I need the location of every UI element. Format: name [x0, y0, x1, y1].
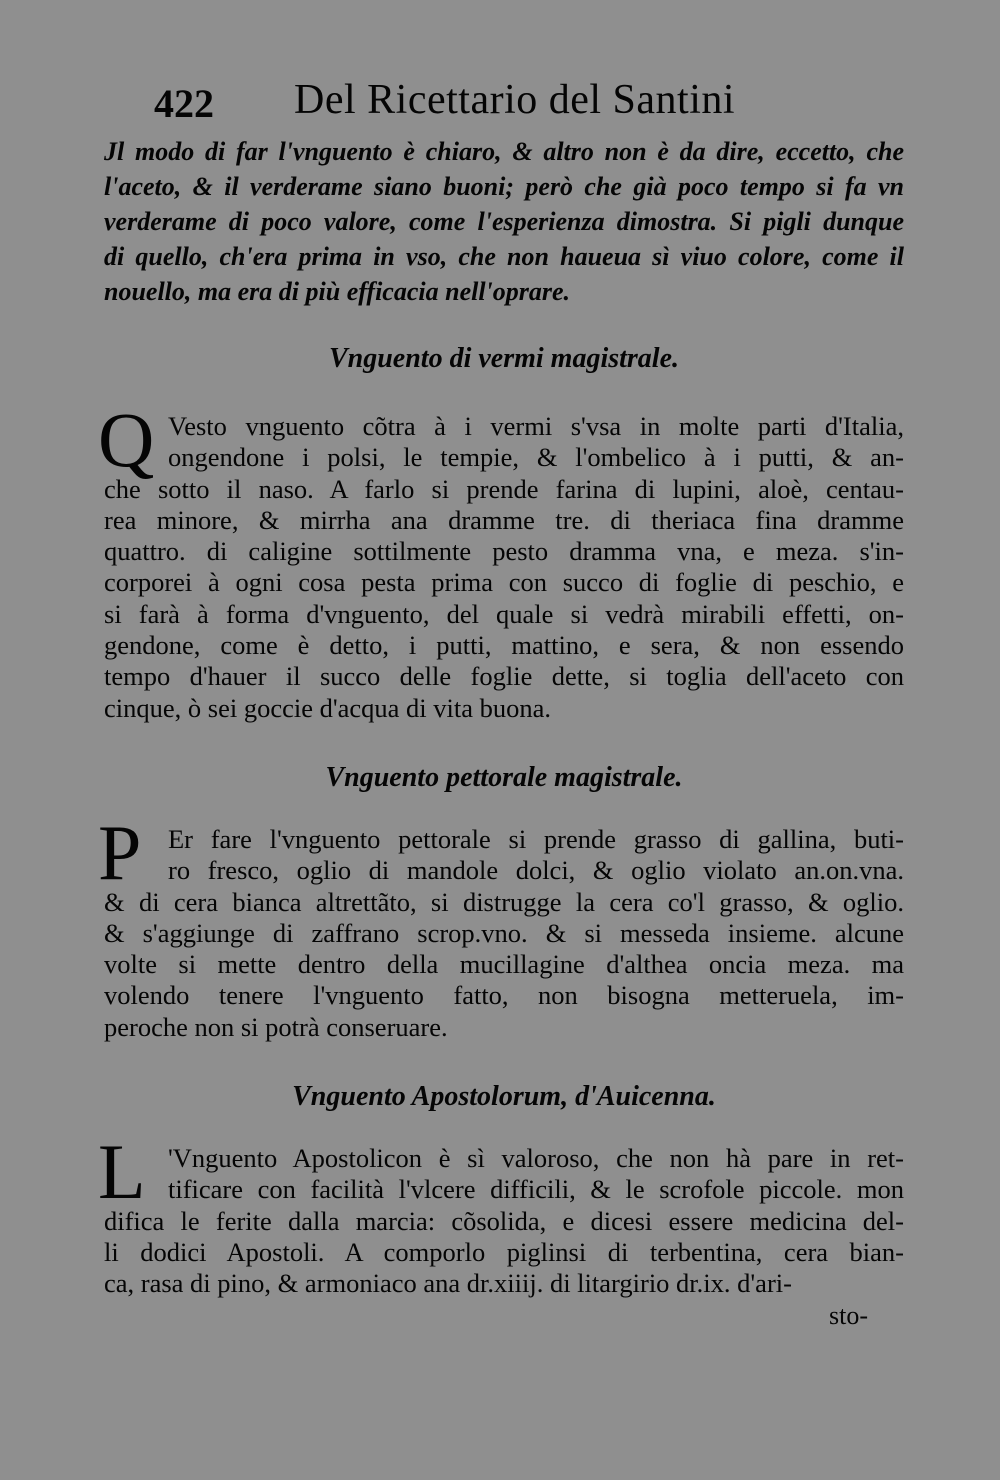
section-paragraph [98, 1128, 904, 1299]
section-heading: Vnguento di vermi magistrale. [328, 343, 680, 374]
text-line: rea minore, & mirrha ana dramme tre. di theriaca fina dramme [104, 504, 904, 535]
section-heading: Vnguento Apostolorum, d'Auicenna. [292, 1081, 716, 1113]
text-line: quattro. di caligine sottilmente pesto dramma vna, e meza. s'in- [104, 536, 904, 567]
text-line: tempo d'hauer il succo delle foglie dette, si toglia dell'aceto con [104, 661, 904, 692]
text-line: ca, rasa di pino, & armoniaco ana dr.xiiij. di litargirio dr.ix. d'ari- [104, 1268, 792, 1299]
text-line: difica le ferite dalla marcia: cõsolida, e dicesi essere medicina del- [104, 1205, 904, 1236]
text-line: Er fare l'vnguento pettorale si prende grasso di gallina, buti- [168, 823, 904, 854]
text-line: che sotto il naso. A farlo si prende farina di lupini, aloè, centau- [104, 473, 904, 504]
text-line: volte si mette dentro della mucillagine d'althea oncia meza. ma [104, 949, 904, 980]
drop-cap: Q [98, 396, 155, 483]
catchword: sto- [829, 1300, 868, 1330]
drop-cap: P [98, 808, 142, 896]
text-line: & di cera bianca altrettãto, si distrugge la cera co'l grasso, & oglio. [104, 886, 904, 917]
text-line: li dodici Apostoli. A comporlo piglinsi di terbentina, cera bian- [104, 1236, 904, 1267]
section-paragraph [98, 808, 904, 1043]
text-line: si farà à forma d'vnguento, del quale si vedrà mirabili effetti, on- [104, 598, 904, 629]
section-heading: Vnguento pettorale magistrale. [325, 761, 683, 793]
section-paragraph [98, 396, 904, 724]
page-number: 422 [154, 81, 214, 126]
text-line: Vesto vnguento cõtra à i vermi s'vsa in molte parti d'Italia, [168, 411, 904, 441]
text-line: cinque, ò sei goccie d'acqua di vita buona. [104, 692, 552, 723]
drop-cap: L [98, 1128, 146, 1216]
text-line: ongendone i polsi, le tempie, & l'ombelico à i putti, & an- [168, 442, 904, 473]
running-title: Del Ricettario del Santini [294, 77, 736, 123]
book-page [98, 70, 904, 1331]
text-line: 'Vnguento Apostolicon è sì valoroso, che non hà pare in ret- [168, 1143, 904, 1174]
text-line: tificare con facilità l'vlcere difficili, & le scrofole piccole. mon [168, 1174, 904, 1205]
text-line: ro fresco, oglio di mandole dolci, & oglio violato an.on.vna. [168, 855, 904, 886]
intro-paragraph [104, 134, 904, 309]
text-line: nouello, ma era di più efficacia nell'oprare. [104, 277, 571, 306]
text-line: di quello, ch'era prima in vso, che non haueua sì viuo colore, come il [104, 242, 904, 271]
text-line: l'aceto, & il verderame siano buoni; però che già poco tempo si fa vn [104, 172, 904, 201]
text-line: volendo tenere l'vnguento fatto, non bisogna metteruela, im- [104, 980, 904, 1011]
text-line: & s'aggiunge di zaffrano scrop.vno. & si messeda insieme. alcune [104, 917, 904, 948]
text-line: Jl modo di far l'vnguento è chiaro, & altro non è da dire, eccetto, che [104, 137, 904, 166]
running-head [104, 70, 904, 134]
text-line: verderame di poco valore, come l'esperienza dimostra. Si pigli dunque [104, 207, 904, 236]
text-line: peroche non si potrà conseruare. [104, 1011, 448, 1042]
text-line: corporei à ogni cosa pesta prima con succo di foglie di peschio, e [104, 567, 904, 598]
text-line: gendone, come è detto, i putti, mattino, e sera, & non essendo [104, 630, 904, 661]
